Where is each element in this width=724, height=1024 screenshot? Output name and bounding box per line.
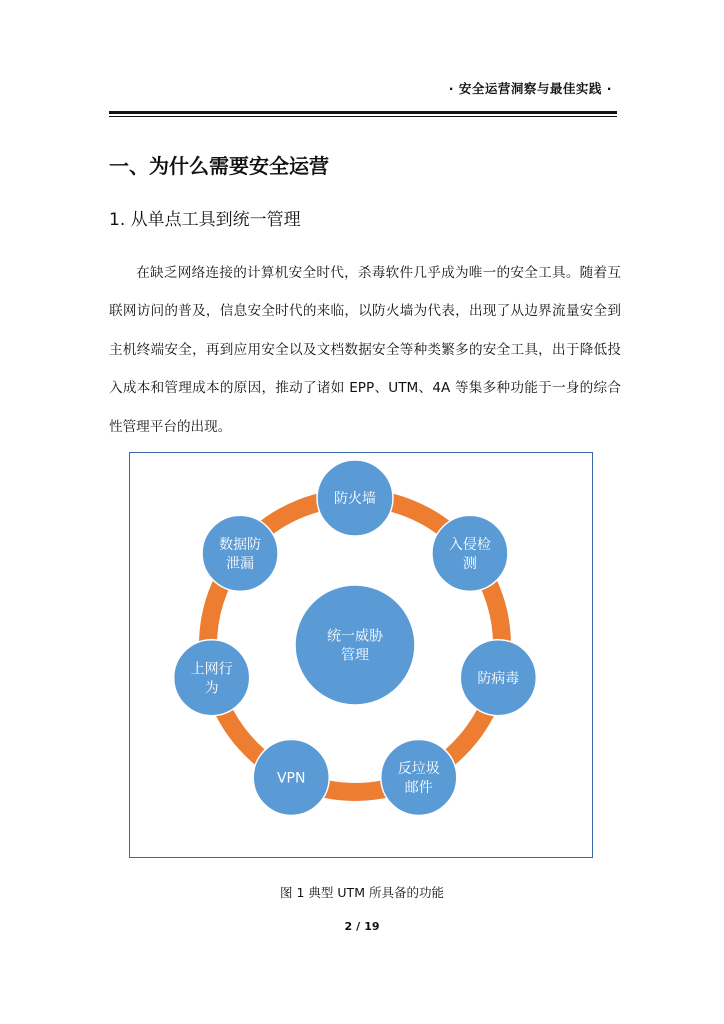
function-node-label-line: 泄漏 [226, 555, 255, 572]
function-node [381, 739, 457, 815]
subsection-heading: 1. 从单点工具到统一管理 [109, 210, 301, 230]
center-node [295, 585, 415, 705]
function-node-label [334, 490, 376, 507]
function-node-label-line: 防病毒 [477, 670, 520, 687]
function-node-label-line: 入侵检 [448, 536, 491, 553]
function-node-label-line: 邮件 [404, 779, 433, 796]
running-header: · 安全运营洞察与最佳实践 · [448, 81, 612, 96]
function-node [202, 515, 278, 591]
function-node-label-line: 为 [204, 680, 219, 697]
function-node-label-line: VPN [276, 770, 306, 787]
function-node-label-line: 反垃圾 [397, 760, 440, 777]
page-current: 2 [344, 920, 353, 933]
function-node-label-line: 测 [462, 555, 477, 572]
function-node [174, 640, 250, 716]
center-node-label-line: 统一威胁 [327, 628, 383, 645]
function-node-label-line: 上网行 [190, 661, 233, 678]
function-node-label-line: 防火墙 [334, 491, 376, 508]
section-heading: 一、为什么需要安全运营 [109, 154, 329, 178]
figure-caption: 图 1 典型 UTM 所具备的功能 [280, 885, 444, 900]
function-node [432, 515, 508, 591]
header-rule-thin [109, 116, 617, 117]
header-rule-thick [109, 111, 617, 114]
utm-diagram-frame [129, 452, 593, 858]
body-paragraph: 在缺乏网络连接的计算机安全时代，杀毒软件几乎成为唯一的安全工具。随着互联网访问的普及，信息安全时代的来临，以防火墙为代表，出现了从边界流量安全到主机终端安全，再到应用安全以及文档数据安全等种类繁多的安全工具，出于降低投入成本和管理成本的原因，推动了诸如 EPP、UTM、4A 等集多种功能于一身的综合性管理平台的出现。 [109, 265, 621, 435]
center-node-label-line: 管理 [341, 647, 369, 664]
page-separator: / [356, 920, 361, 933]
function-node-label-line: 数据防 [219, 536, 262, 553]
page-number [0, 920, 724, 933]
function-node-label [277, 770, 306, 786]
page-total: 19 [364, 920, 380, 933]
utm-diagram [130, 453, 592, 857]
function-node-label [477, 670, 519, 687]
